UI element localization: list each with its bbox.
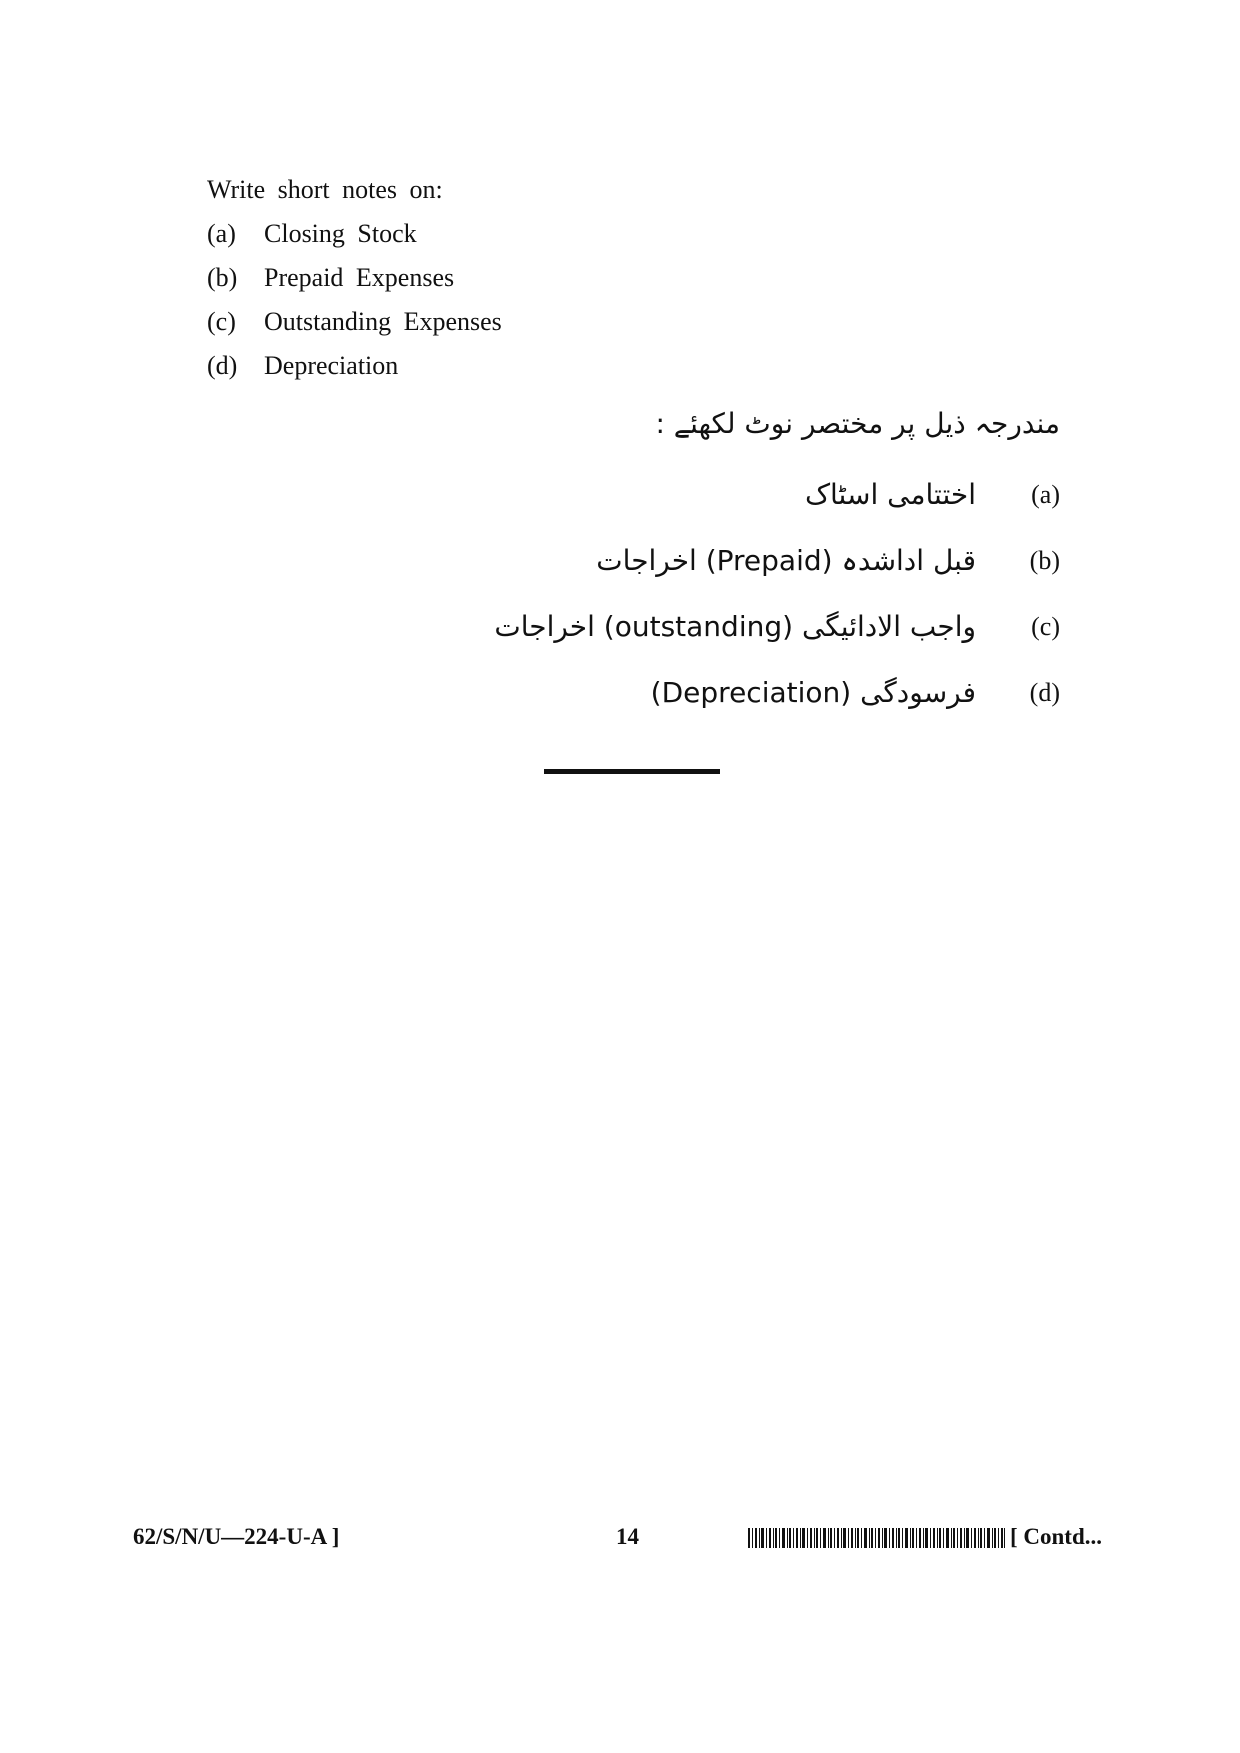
list-item [207,300,807,344]
list-item [360,462,1060,528]
list-item [207,344,807,388]
item-marker: (c) [1031,612,1060,641]
continued-marker: [ Contd... [1010,1524,1103,1549]
end-divider [544,769,720,774]
item-text: Depreciation [264,351,399,380]
page-number: 14 [616,1524,639,1549]
item-text: Closing Stock [264,219,417,248]
item-text: قبل اداشدہ (Prepaid) اخراجات [596,544,976,577]
item-marker: (a) [207,219,236,248]
paper-code: 62/S/N/U—224-U-A ] [133,1524,340,1549]
list-item [360,660,1060,726]
urdu-question [360,396,1060,726]
list-item [360,528,1060,594]
item-text: فرسودگی (Depreciation) [650,676,976,709]
page-footer [0,1524,1240,1556]
list-item [360,594,1060,660]
question-instruction: Write short notes on: [207,175,443,204]
item-marker: (d) [207,351,238,380]
item-text: Prepaid Expenses [264,263,455,292]
english-question [207,168,807,388]
item-marker: (d) [1029,678,1060,707]
barcode-icon [748,1528,1005,1548]
list-item [207,212,807,256]
item-marker: (c) [207,307,236,336]
item-marker: (b) [1029,546,1060,575]
item-text: واجب الادائیگی (outstanding) اخراجات [494,610,976,643]
item-text: Outstanding Expenses [264,307,502,336]
list-item [207,256,807,300]
question-instruction-urdu: مندرجہ ذیل پر مختصر نوٹ لکھئے : [655,407,1060,440]
item-text: اختتامی اسٹاک [804,478,976,511]
item-marker: (a) [1031,480,1060,509]
item-marker: (b) [207,263,238,292]
